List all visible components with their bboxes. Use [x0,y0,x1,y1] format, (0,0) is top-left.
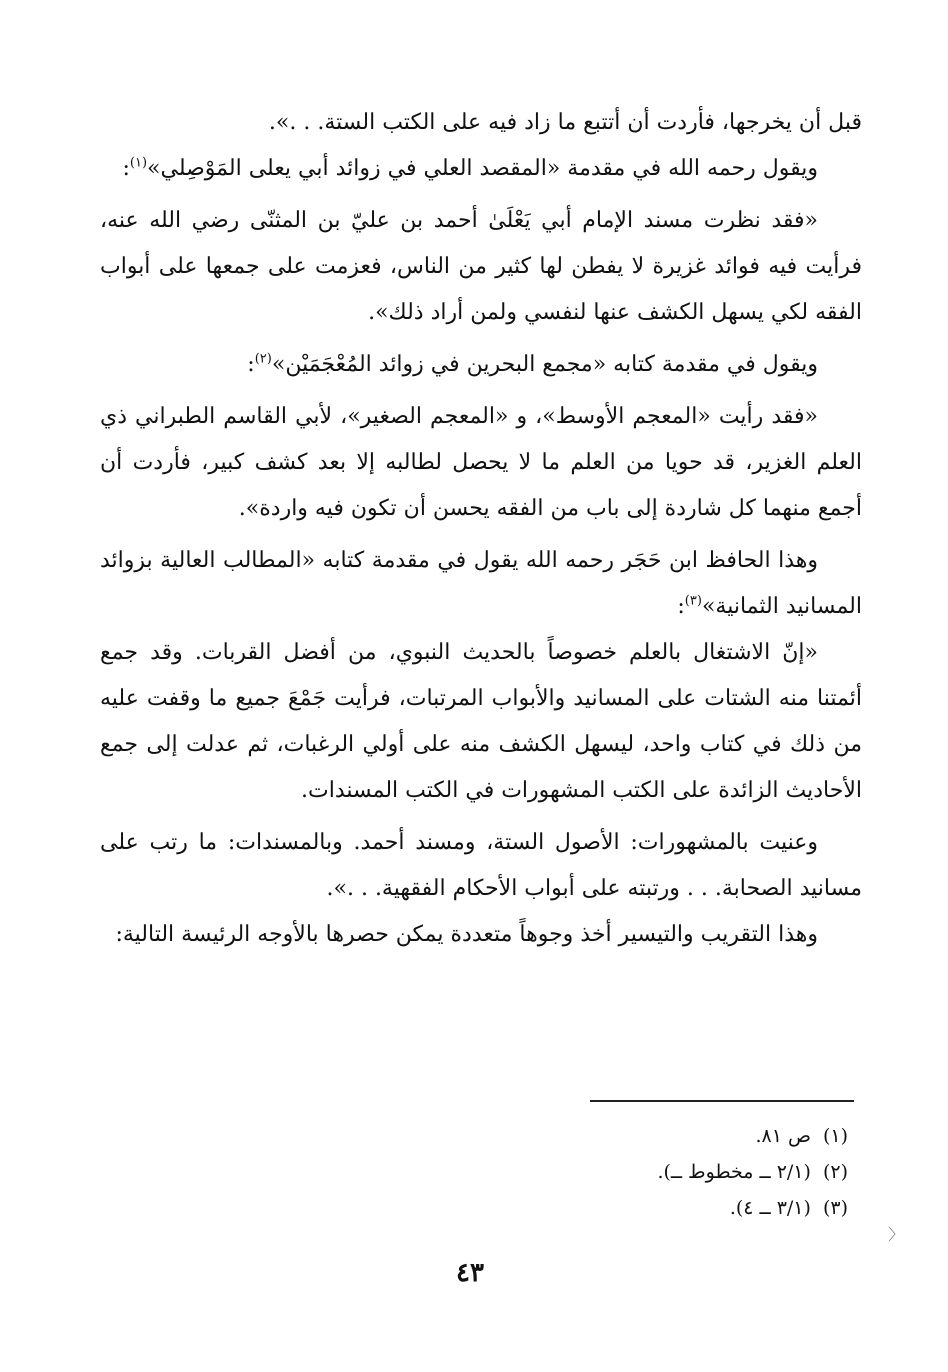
paragraph-text: «فقد نظرت مسند الإمام أبي يَعْلَىٰ أحمد بن عليّ بن المثنّى رضي الله عنه، فرأيت فيه فوائد غزيرة لا يفطن لها كثير من الناس، فعزمت على جمعها على أبواب الفقه لكي يسهل الكشف عنها لنفسي ولمن أراد ذلك». [100,208,862,325]
paragraph-text: ويقول رحمه الله في مقدمة «المقصد العلي في زوائد أبي يعلى المَوْصِلي» [147,156,818,181]
paragraph-text: ويقول في مقدمة كتابه «مجمع البحرين في زوائد المُعْجَمَيْن» [271,352,818,377]
paragraph [100,342,862,388]
paragraph-text: «إنّ الاشتغال بالعلم خصوصاً بالحديث النبوي، من أفضل القربات. وقد جمع أئمتنا منه الشتات على المسانيد والأبواب المرتبات، فرأيت جَمْعَ جميع ما وقفت عليه من ذلك في كتاب واحد، ليسهل الكشف منه على أولي الرغبات، ثم عدلت إلى جمع الأحاديث الزائدة على الكتب المشهورات في الكتب المسندات. [100,640,862,803]
margin-mark: 〈 [888,1225,905,1244]
footnote-number: (٢) [822,1161,848,1183]
quote-paragraph [100,198,862,336]
footnote-number: (٣) [822,1197,848,1219]
paragraph-colon: : [677,594,685,619]
page-number: ٤٣ [456,1258,484,1288]
paragraph-text: وهذا الحافظ ابن حَجَر رحمه الله يقول في مقدمة كتابه «المطالب العالية بزوائد المسانيد الثمانية» [100,548,862,619]
paragraph-colon: : [247,352,255,377]
footnote-text: ص ٨١. [755,1125,811,1147]
paragraph-text: قبل أن يخرجها، فأردت أن أتتبع ما زاد فيه على الكتب الستة. . .». [268,110,862,135]
quote-paragraph [100,394,862,532]
footnote [448,1118,848,1154]
paragraph-text: «فقد رأيت «المعجم الأوسط»، و «المعجم الصغير»، لأبي القاسم الطبراني ذي العلم الغزير، قد حويا من العلم ما لا يحصل لطالبه إلا بعد كشف كبير، فأردت أن أجمع منهما كل شاردة إلى باب من الفقه يحسن أن تكون فيه واردة». [100,404,862,521]
footnote [448,1154,848,1190]
footnotes [448,1118,848,1226]
footnote-ref: (٣) [684,593,702,609]
paragraph [100,912,862,958]
paragraph-colon: : [122,156,130,181]
quote-paragraph [100,630,862,814]
footnote-text: (٢/١ ــ مخطوط ــ). [657,1161,811,1183]
footnote [448,1190,848,1226]
footnote-text: (٣/١ ــ ٤). [729,1197,811,1219]
paragraph-text: وهذا التقريب والتيسير أخذ وجوهاً متعددة يمكن حصرها بالأوجه الرئيسة التالية: [115,922,818,947]
footnote-number: (١) [822,1125,848,1147]
footnote-ref: (٢) [254,351,272,367]
paragraph [100,100,862,146]
paragraph [100,146,862,192]
body-text [100,100,862,958]
footnote-ref: (١) [129,155,148,171]
footnote-divider [590,1100,854,1102]
paragraph [100,538,862,630]
quote-paragraph [100,820,862,912]
paragraph-text: وعنيت بالمشهورات: الأصول الستة، ومسند أحمد. وبالمسندات: ما رتب على مسانيد الصحابة. . . ورتبته على أبواب الأحكام الفقهية. . .». [100,830,862,901]
